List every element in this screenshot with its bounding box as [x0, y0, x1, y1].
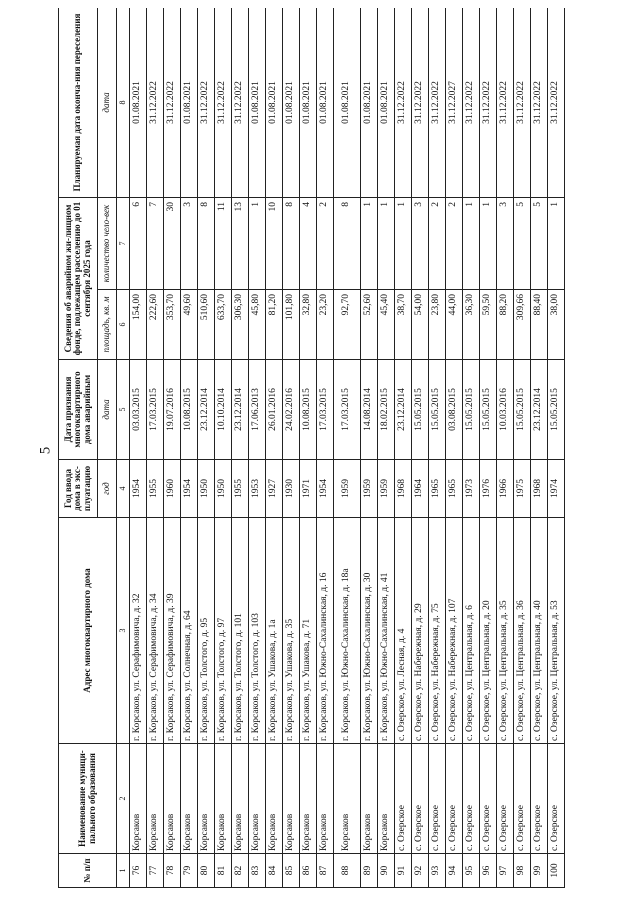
- row-year-built: 1975: [514, 460, 531, 518]
- row-recognition-date: 14.08.2014: [361, 360, 378, 460]
- row-number: 76: [130, 854, 147, 888]
- row-number: 93: [429, 854, 446, 888]
- row-area: 222,60: [147, 290, 164, 360]
- row-recognition-date: 15.05.2015: [412, 360, 429, 460]
- row-address: г. Корсаков, ул. Серафимовича, д. 39: [164, 518, 181, 744]
- row-area: 36,30: [463, 290, 480, 360]
- row-number: 79: [181, 854, 198, 888]
- row-number: 89: [361, 854, 378, 888]
- row-municipality: с. Озерское: [395, 744, 412, 854]
- row-people: 3: [412, 197, 429, 289]
- row-municipality: Корсаков: [164, 744, 181, 854]
- row-year-built: 1959: [361, 460, 378, 518]
- row-address: г. Корсаков, ул. Толстого, д. 101: [232, 518, 249, 744]
- row-year-built: 1976: [480, 460, 497, 518]
- row-people: 8: [198, 197, 215, 289]
- row-planned-date: 31.12.2022: [514, 8, 531, 197]
- row-people: 1: [395, 197, 412, 289]
- row-people: 1: [378, 197, 395, 289]
- row-year-built: 1959: [378, 460, 395, 518]
- table-row: [497, 8, 514, 888]
- header-no: № п/п: [59, 854, 117, 888]
- row-year-built: 1950: [215, 460, 232, 518]
- table-row: [300, 8, 317, 888]
- row-area: 101,80: [283, 290, 300, 360]
- row-planned-date: 31.12.2022: [164, 8, 181, 197]
- row-address: с. Озерское, ул. Центральная, д. 35: [497, 518, 514, 744]
- row-number: 92: [412, 854, 429, 888]
- row-recognition-date: 23.12.2014: [232, 360, 249, 460]
- row-people: 10: [266, 197, 283, 289]
- column-number: 4: [117, 460, 130, 518]
- header-recognition-date: Дата признания многоквартирного дома аварийным: [59, 360, 98, 460]
- row-recognition-date: 15.05.2015: [548, 360, 565, 460]
- row-number: 95: [463, 854, 480, 888]
- row-recognition-date: 17.03.2015: [317, 360, 334, 460]
- row-municipality: Корсаков: [181, 744, 198, 854]
- row-year-built: 1964: [412, 460, 429, 518]
- row-municipality: Корсаков: [300, 744, 317, 854]
- row-recognition-date: 15.05.2015: [463, 360, 480, 460]
- row-people: 1: [480, 197, 497, 289]
- row-municipality: с. Озерское: [514, 744, 531, 854]
- row-recognition-date: 23.12.2014: [198, 360, 215, 460]
- row-year-built: 1974: [548, 460, 565, 518]
- subheader-year: год: [98, 460, 117, 518]
- row-people: 1: [249, 197, 266, 289]
- column-number: 2: [117, 744, 130, 854]
- row-planned-date: 31.12.2022: [147, 8, 164, 197]
- row-planned-date: 31.12.2022: [548, 8, 565, 197]
- row-recognition-date: 19.07.2016: [164, 360, 181, 460]
- row-year-built: 1973: [463, 460, 480, 518]
- row-municipality: Корсаков: [249, 744, 266, 854]
- row-area: 633,70: [215, 290, 232, 360]
- row-planned-date: 31.12.2022: [480, 8, 497, 197]
- subheader-date: дата: [98, 360, 117, 460]
- row-year-built: 1927: [266, 460, 283, 518]
- row-number: 86: [300, 854, 317, 888]
- row-planned-date: 01.08.2021: [181, 8, 198, 197]
- row-municipality: Корсаков: [147, 744, 164, 854]
- table-row: [531, 8, 548, 888]
- row-address: с. Озерское, ул. Центральная, д. 6: [463, 518, 480, 744]
- row-number: 98: [514, 854, 531, 888]
- row-recognition-date: 15.05.2015: [480, 360, 497, 460]
- row-year-built: 1954: [317, 460, 334, 518]
- rotated-page: [58, 8, 618, 888]
- row-address: г. Корсаков, ул. Южно-Сахалинская, д. 18а: [334, 518, 361, 744]
- page-number: 5: [37, 446, 54, 455]
- row-recognition-date: 17.03.2015: [147, 360, 164, 460]
- table-row: [446, 8, 463, 888]
- header-year-built: Год ввода дома в экс-плуатацию: [59, 460, 98, 518]
- row-planned-date: 31.12.2022: [429, 8, 446, 197]
- row-planned-date: 31.12.2022: [215, 8, 232, 197]
- row-number: 91: [395, 854, 412, 888]
- row-area: 353,70: [164, 290, 181, 360]
- row-year-built: 1954: [130, 460, 147, 518]
- row-year-built: 1930: [283, 460, 300, 518]
- row-number: 97: [497, 854, 514, 888]
- table-row: [361, 8, 378, 888]
- row-number: 94: [446, 854, 463, 888]
- row-municipality: Корсаков: [198, 744, 215, 854]
- row-planned-date: 31.12.2022: [531, 8, 548, 197]
- row-address: с. Озерское, ул. Центральная, д. 53: [548, 518, 565, 744]
- row-number: 81: [215, 854, 232, 888]
- rotated-content: [58, 8, 618, 888]
- row-address: г. Корсаков, ул. Серафимовича, д. 34: [147, 518, 164, 744]
- row-recognition-date: 26.01.2016: [266, 360, 283, 460]
- row-people: 8: [334, 197, 361, 289]
- subheader-date2: дата: [98, 8, 117, 197]
- row-address: г. Корсаков, ул. Южно-Сахалинская, д. 30: [361, 518, 378, 744]
- row-area: 45,80: [249, 290, 266, 360]
- row-people: 30: [164, 197, 181, 289]
- row-number: 82: [232, 854, 249, 888]
- row-planned-date: 31.12.2022: [395, 8, 412, 197]
- row-address: с. Озерское, ул. Центральная, д. 36: [514, 518, 531, 744]
- row-area: 88,40: [531, 290, 548, 360]
- row-municipality: Корсаков: [334, 744, 361, 854]
- row-year-built: 1971: [300, 460, 317, 518]
- row-recognition-date: 23.12.2014: [395, 360, 412, 460]
- row-number: 77: [147, 854, 164, 888]
- row-address: г. Корсаков, ул. Толстого, д. 97: [215, 518, 232, 744]
- table-row: [181, 8, 198, 888]
- row-municipality: с. Озерское: [497, 744, 514, 854]
- table-body: [130, 8, 565, 888]
- row-recognition-date: 24.02.2016: [283, 360, 300, 460]
- row-year-built: 1950: [198, 460, 215, 518]
- row-recognition-date: 10.03.2016: [497, 360, 514, 460]
- row-municipality: Корсаков: [232, 744, 249, 854]
- row-year-built: 1960: [164, 460, 181, 518]
- row-year-built: 1968: [531, 460, 548, 518]
- row-recognition-date: 15.05.2015: [514, 360, 531, 460]
- row-area: 45,40: [378, 290, 395, 360]
- row-year-built: 1968: [395, 460, 412, 518]
- row-year-built: 1955: [147, 460, 164, 518]
- row-address: г. Корсаков, ул. Серафимовича, д. 32: [130, 518, 147, 744]
- row-people: 2: [429, 197, 446, 289]
- row-municipality: с. Озерское: [412, 744, 429, 854]
- row-number: 88: [334, 854, 361, 888]
- row-planned-date: 31.12.2027: [446, 8, 463, 197]
- row-number: 78: [164, 854, 181, 888]
- column-number: 5: [117, 360, 130, 460]
- row-number: 85: [283, 854, 300, 888]
- table-row: [130, 8, 147, 888]
- row-people: 1: [361, 197, 378, 289]
- row-address: г. Корсаков, ул. Ушакова, д. 35: [283, 518, 300, 744]
- table-row: [480, 8, 497, 888]
- row-year-built: 1965: [446, 460, 463, 518]
- table-row: [283, 8, 300, 888]
- row-people: 8: [283, 197, 300, 289]
- row-planned-date: 31.12.2022: [497, 8, 514, 197]
- table-row: [198, 8, 215, 888]
- row-municipality: Корсаков: [361, 744, 378, 854]
- row-area: 88,20: [497, 290, 514, 360]
- row-number: 87: [317, 854, 334, 888]
- row-number: 100: [548, 854, 565, 888]
- housing-table: [58, 8, 565, 888]
- row-people: 2: [446, 197, 463, 289]
- row-municipality: Корсаков: [266, 744, 283, 854]
- row-number: 83: [249, 854, 266, 888]
- row-area: 49,60: [181, 290, 198, 360]
- column-number: 1: [117, 854, 130, 888]
- row-area: 23,80: [429, 290, 446, 360]
- table-row: [164, 8, 181, 888]
- row-recognition-date: 17.06.2013: [249, 360, 266, 460]
- table-row: [266, 8, 283, 888]
- row-year-built: 1954: [181, 460, 198, 518]
- row-people: 1: [463, 197, 480, 289]
- row-area: 38,70: [395, 290, 412, 360]
- row-area: 54,00: [412, 290, 429, 360]
- row-address: с. Озерское, ул. Лесная, д. 4: [395, 518, 412, 744]
- table-row: [395, 8, 412, 888]
- table-row: [215, 8, 232, 888]
- row-address: г. Корсаков, ул. Солнечная, д. 64: [181, 518, 198, 744]
- row-area: 52,60: [361, 290, 378, 360]
- row-year-built: 1953: [249, 460, 266, 518]
- row-planned-date: 31.12.2022: [463, 8, 480, 197]
- column-number: 3: [117, 518, 130, 744]
- row-recognition-date: 15.05.2015: [429, 360, 446, 460]
- row-address: с. Озерское, ул. Центральная, д. 20: [480, 518, 497, 744]
- column-number: 8: [117, 8, 130, 197]
- row-recognition-date: 18.02.2015: [378, 360, 395, 460]
- row-number: 96: [480, 854, 497, 888]
- column-number: 7: [117, 197, 130, 289]
- row-people: 11: [215, 197, 232, 289]
- row-planned-date: 01.08.2021: [378, 8, 395, 197]
- row-municipality: Корсаков: [283, 744, 300, 854]
- row-area: 510,60: [198, 290, 215, 360]
- row-municipality: Корсаков: [317, 744, 334, 854]
- row-area: 23,20: [317, 290, 334, 360]
- row-municipality: Корсаков: [130, 744, 147, 854]
- row-area: 44,00: [446, 290, 463, 360]
- table-row: [412, 8, 429, 888]
- header-municipality: Наименование муници-пального образования: [59, 744, 117, 854]
- row-planned-date: 01.08.2021: [300, 8, 317, 197]
- row-planned-date: 31.12.2022: [412, 8, 429, 197]
- row-municipality: с. Озерское: [446, 744, 463, 854]
- column-number: 6: [117, 290, 130, 360]
- table-row: [232, 8, 249, 888]
- row-recognition-date: 17.03.2015: [334, 360, 361, 460]
- table-row: [317, 8, 334, 888]
- row-municipality: Корсаков: [215, 744, 232, 854]
- row-number: 84: [266, 854, 283, 888]
- row-year-built: 1955: [232, 460, 249, 518]
- subheader-people: количество чело-век: [98, 197, 117, 289]
- row-address: г. Корсаков, ул. Ушакова, д. 1а: [266, 518, 283, 744]
- row-area: 154,00: [130, 290, 147, 360]
- row-municipality: с. Озерское: [463, 744, 480, 854]
- row-planned-date: 01.08.2021: [266, 8, 283, 197]
- row-recognition-date: 23.12.2014: [531, 360, 548, 460]
- column-number-row: [117, 8, 130, 888]
- row-area: 92,70: [334, 290, 361, 360]
- subheader-area: площадь, кв. м: [98, 290, 117, 360]
- row-people: 6: [130, 197, 147, 289]
- row-area: 81,20: [266, 290, 283, 360]
- row-recognition-date: 10.08.2015: [300, 360, 317, 460]
- row-year-built: 1965: [429, 460, 446, 518]
- row-recognition-date: 10.08.2015: [181, 360, 198, 460]
- row-area: 38,00: [548, 290, 565, 360]
- row-area: 59,50: [480, 290, 497, 360]
- table-row: [378, 8, 395, 888]
- row-address: г. Корсаков, ул. Ушакова, д. 71: [300, 518, 317, 744]
- row-year-built: 1966: [497, 460, 514, 518]
- row-people: 1: [548, 197, 565, 289]
- row-address: г. Корсаков, ул. Толстого, д. 95: [198, 518, 215, 744]
- row-people: 5: [531, 197, 548, 289]
- row-municipality: с. Озерское: [429, 744, 446, 854]
- row-address: с. Озерское, ул. Центральная, д. 40: [531, 518, 548, 744]
- row-address: г. Корсаков, ул. Южно-Сахалинская, д. 41: [378, 518, 395, 744]
- row-people: 7: [147, 197, 164, 289]
- row-recognition-date: 03.08.2015: [446, 360, 463, 460]
- row-number: 80: [198, 854, 215, 888]
- row-planned-date: 31.12.2022: [198, 8, 215, 197]
- table-row: [463, 8, 480, 888]
- row-recognition-date: 10.10.2014: [215, 360, 232, 460]
- row-people: 3: [181, 197, 198, 289]
- row-planned-date: 01.08.2021: [361, 8, 378, 197]
- row-people: 2: [317, 197, 334, 289]
- row-people: 13: [232, 197, 249, 289]
- row-municipality: с. Озерское: [480, 744, 497, 854]
- header-emergency-info: Сведения об аварийном жи-лищном фонде, подлежащем расселению до 01 сентября 2025 года: [59, 197, 98, 359]
- row-recognition-date: 03.03.2015: [130, 360, 147, 460]
- table-row: [249, 8, 266, 888]
- row-address: г. Корсаков, ул. Толстого, д. 103: [249, 518, 266, 744]
- row-planned-date: 01.08.2021: [334, 8, 361, 197]
- row-area: 32,80: [300, 290, 317, 360]
- row-planned-date: 01.08.2021: [283, 8, 300, 197]
- row-municipality: с. Озерское: [548, 744, 565, 854]
- header-planned-date: Планируемая дата оконча-ния переселения: [59, 8, 98, 197]
- table-row: [548, 8, 565, 888]
- row-planned-date: 01.08.2021: [130, 8, 147, 197]
- row-year-built: 1959: [334, 460, 361, 518]
- row-planned-date: 31.12.2022: [232, 8, 249, 197]
- row-number: 99: [531, 854, 548, 888]
- row-area: 306,30: [232, 290, 249, 360]
- row-people: 5: [514, 197, 531, 289]
- row-people: 4: [300, 197, 317, 289]
- header-address: Адрес многоквартирного дома: [59, 518, 117, 744]
- row-address: с. Озерское, ул. Набережная, д. 107: [446, 518, 463, 744]
- row-municipality: с. Озерское: [531, 744, 548, 854]
- table-row: [334, 8, 361, 888]
- row-number: 90: [378, 854, 395, 888]
- table-row: [429, 8, 446, 888]
- row-address: с. Озерское, ул. Набережная, д. 75: [429, 518, 446, 744]
- row-planned-date: 01.08.2021: [317, 8, 334, 197]
- row-address: г. Корсаков, ул. Южно-Сахалинская, д. 16: [317, 518, 334, 744]
- table-row: [514, 8, 531, 888]
- row-area: 309,66: [514, 290, 531, 360]
- row-planned-date: 01.08.2021: [249, 8, 266, 197]
- row-address: с. Озерское, ул. Набережная, д. 29: [412, 518, 429, 744]
- table-row: [147, 8, 164, 888]
- row-people: 3: [497, 197, 514, 289]
- row-municipality: Корсаков: [378, 744, 395, 854]
